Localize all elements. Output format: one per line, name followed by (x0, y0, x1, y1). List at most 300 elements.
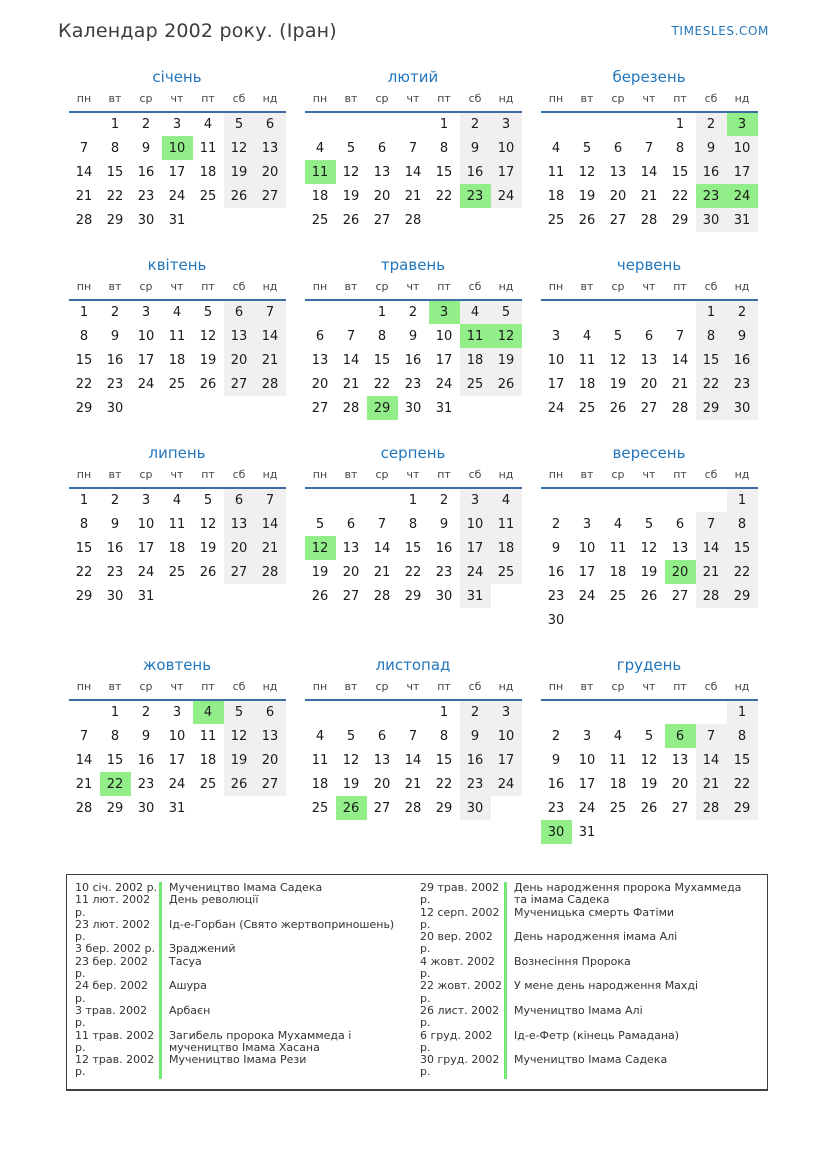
day-cell: 31 (435, 400, 453, 416)
day-cell: 11 (305, 160, 336, 184)
legend-label: День народження імама Алі (514, 930, 678, 944)
day-cell: 1 (79, 305, 89, 320)
weekday-header: пн (69, 465, 100, 488)
day-cell: 21 (255, 536, 286, 560)
legend-label: Мученицька смерть Фатіми (514, 905, 675, 919)
legend-item (420, 907, 759, 932)
day-cell: 16 (547, 776, 565, 792)
day-cell: 6 (644, 328, 654, 344)
day-cell: 5 (582, 140, 592, 156)
day-cell: 4 (491, 488, 522, 512)
day-cell: 10 (460, 512, 491, 536)
day-cell: 22 (404, 564, 422, 580)
weekday-header: пн (305, 465, 336, 488)
legend-label: Мучеництво Імама Рези (169, 1053, 307, 1067)
day-cell: 5 (644, 728, 654, 744)
weekday-header: вт (572, 465, 603, 488)
day-cell: 28 (75, 212, 93, 228)
day-cell: 30 (460, 796, 491, 820)
day-cell: 7 (255, 488, 286, 512)
day-cell: 11 (547, 164, 565, 180)
day-cell: 22 (435, 776, 453, 792)
day-cell (429, 208, 460, 232)
page-header (58, 20, 769, 42)
day-cell: 27 (255, 184, 286, 208)
holiday-legend (66, 874, 768, 1091)
day-cell (572, 300, 603, 324)
holiday-marker-icon (159, 943, 162, 955)
day-cell: 1 (439, 705, 449, 720)
day-cell: 7 (408, 728, 418, 744)
day-cell: 10 (547, 352, 565, 368)
day-cell: 24 (727, 184, 758, 208)
legend-label: Вознесіння Пророка (514, 954, 631, 968)
legend-date: 12 серп. 2002 р. (420, 905, 500, 931)
day-cell: 9 (439, 516, 449, 532)
brand-link[interactable]: TIMESLES.COM (671, 24, 769, 38)
day-cell: 8 (439, 140, 449, 156)
weekday-header: чт (634, 465, 665, 488)
day-cell: 18 (491, 536, 522, 560)
day-cell: 10 (727, 136, 758, 160)
month-name: вересень (612, 444, 686, 462)
legend-date: 12 трав. 2002 р. (75, 1053, 155, 1079)
day-cell: 5 (491, 300, 522, 324)
day-cell: 19 (199, 352, 217, 368)
day-cell: 25 (547, 212, 565, 228)
day-cell: 13 (224, 324, 255, 348)
weekday-header: чт (162, 677, 193, 700)
holiday-marker-icon (159, 1030, 162, 1055)
legend-item (75, 1005, 414, 1030)
page-title: Календар 2002 року. (Іран) (58, 20, 337, 42)
weekday-header: чт (634, 677, 665, 700)
day-cell: 24 (491, 772, 522, 796)
weekday-header: нд (255, 677, 286, 700)
day-cell: 29 (404, 588, 422, 604)
day-cell (572, 112, 603, 136)
weekday-header: пт (665, 465, 696, 488)
day-cell: 27 (224, 372, 255, 396)
day-cell: 11 (460, 324, 491, 348)
weekday-header: ср (603, 465, 634, 488)
day-cell: 16 (404, 352, 422, 368)
day-cell: 16 (727, 348, 758, 372)
day-cell: 9 (460, 136, 491, 160)
day-cell: 21 (255, 348, 286, 372)
day-cell: 16 (137, 164, 155, 180)
day-cell: 17 (168, 752, 186, 768)
day-cell (491, 208, 522, 232)
day-cell: 4 (203, 117, 213, 132)
month-name: лютий (387, 68, 439, 86)
day-cell: 17 (491, 160, 522, 184)
day-cell: 7 (696, 724, 727, 748)
day-cell: 9 (460, 724, 491, 748)
day-cell: 20 (665, 560, 696, 584)
day-cell: 25 (168, 564, 186, 580)
day-cell: 6 (377, 140, 387, 156)
month-name: березень (612, 68, 686, 86)
day-cell: 27 (671, 800, 689, 816)
day-cell: 26 (199, 564, 217, 580)
day-cell: 26 (199, 376, 217, 392)
day-cell: 22 (100, 772, 131, 796)
weekday-header: вт (100, 465, 131, 488)
day-cell: 6 (224, 488, 255, 512)
day-cell: 14 (255, 324, 286, 348)
weekday-header: нд (255, 89, 286, 112)
day-cell (541, 300, 572, 324)
day-cell (193, 208, 224, 232)
day-cell (305, 700, 336, 724)
month-1 (66, 68, 288, 232)
day-cell (696, 488, 727, 512)
month-name: липень (148, 444, 206, 462)
legend-date: 29 трав. 2002 р. (420, 881, 500, 907)
day-cell: 9 (110, 328, 120, 344)
weekday-header: вт (572, 277, 603, 300)
month-4 (66, 256, 288, 420)
day-cell (193, 584, 224, 608)
day-cell (336, 300, 367, 324)
day-cell: 4 (582, 328, 592, 344)
day-cell: 21 (696, 560, 727, 584)
day-cell: 21 (640, 188, 658, 204)
day-cell: 2 (141, 117, 151, 132)
day-cell: 1 (727, 488, 758, 512)
day-cell: 18 (609, 564, 627, 580)
day-cell: 13 (373, 752, 391, 768)
weekday-header: сб (224, 465, 255, 488)
day-cell: 7 (255, 300, 286, 324)
day-cell: 16 (460, 748, 491, 772)
day-cell: 12 (305, 536, 336, 560)
weekday-header: пн (541, 677, 572, 700)
month-name: жовтень (142, 656, 212, 674)
day-cell: 27 (609, 212, 627, 228)
weekday-header: пт (429, 277, 460, 300)
day-cell: 11 (199, 728, 217, 744)
day-cell: 21 (75, 776, 93, 792)
day-cell: 3 (491, 112, 522, 136)
day-cell (727, 820, 758, 844)
day-cell (336, 488, 367, 512)
legend-label: Мучеництво Імама Алі (514, 1003, 643, 1017)
weekday-header: вт (100, 277, 131, 300)
weekday-header: вт (572, 89, 603, 112)
day-cell (162, 396, 193, 420)
day-cell: 28 (404, 212, 422, 228)
day-cell: 2 (551, 516, 561, 532)
month-name: листопад (375, 656, 451, 674)
weekday-header: сб (696, 677, 727, 700)
day-cell: 10 (137, 516, 155, 532)
weekday-header: нд (727, 677, 758, 700)
day-cell: 21 (342, 376, 360, 392)
day-cell: 20 (224, 348, 255, 372)
day-cell (224, 396, 255, 420)
day-cell: 24 (137, 564, 155, 580)
day-cell: 11 (168, 516, 186, 532)
legend-item (420, 1054, 759, 1079)
holiday-marker-icon (504, 980, 507, 1005)
day-cell: 18 (311, 188, 329, 204)
legend-item (420, 980, 759, 1005)
legend-label: Ід-е-Фетр (кінець Рамадана) (514, 1028, 680, 1042)
day-cell: 23 (547, 588, 565, 604)
day-cell: 6 (224, 300, 255, 324)
day-cell: 13 (255, 136, 286, 160)
weekday-header: сб (224, 89, 255, 112)
day-cell: 22 (727, 560, 758, 584)
day-cell: 3 (141, 305, 151, 320)
day-cell (69, 112, 100, 136)
weekday-header: сб (224, 277, 255, 300)
day-cell (634, 112, 665, 136)
holiday-marker-icon (504, 907, 507, 932)
day-cell: 3 (172, 705, 182, 720)
day-cell (255, 208, 286, 232)
weekday-header: нд (491, 465, 522, 488)
day-cell: 22 (373, 376, 391, 392)
day-cell: 2 (408, 305, 418, 320)
day-cell (665, 608, 696, 632)
day-cell (398, 112, 429, 136)
day-cell: 22 (696, 372, 727, 396)
day-cell: 30 (137, 212, 155, 228)
day-cell: 2 (141, 705, 151, 720)
day-cell: 24 (137, 376, 155, 392)
day-cell: 17 (578, 776, 596, 792)
weekday-header: пн (541, 89, 572, 112)
weekday-header: сб (696, 277, 727, 300)
day-cell: 21 (696, 772, 727, 796)
day-cell: 18 (168, 540, 186, 556)
day-cell (541, 700, 572, 724)
day-cell: 7 (408, 140, 418, 156)
weekday-header: сб (224, 677, 255, 700)
weekday-header: вт (572, 677, 603, 700)
day-cell: 28 (373, 588, 391, 604)
day-cell: 19 (578, 188, 596, 204)
weekday-header: пт (665, 277, 696, 300)
legend-date: 3 трав. 2002 р. (75, 1003, 148, 1030)
weekday-header: чт (398, 465, 429, 488)
weekday-header: пн (69, 89, 100, 112)
day-cell: 29 (75, 400, 93, 416)
day-cell: 2 (110, 493, 120, 508)
weekday-header: ср (367, 677, 398, 700)
day-cell: 9 (141, 728, 151, 744)
day-cell: 15 (671, 164, 689, 180)
day-cell: 7 (644, 140, 654, 156)
day-cell: 3 (582, 728, 592, 744)
day-cell: 17 (137, 540, 155, 556)
day-cell (603, 700, 634, 724)
day-cell: 13 (671, 752, 689, 768)
day-cell: 16 (137, 752, 155, 768)
day-cell (491, 796, 522, 820)
weekday-header: ср (131, 277, 162, 300)
legend-label: Ашура (169, 979, 207, 993)
weekday-header: ср (367, 465, 398, 488)
weekday-header: нд (255, 465, 286, 488)
day-cell: 17 (168, 164, 186, 180)
day-cell: 30 (727, 396, 758, 420)
day-cell: 24 (435, 376, 453, 392)
day-cell: 18 (609, 776, 627, 792)
day-cell: 6 (255, 112, 286, 136)
day-cell: 18 (168, 352, 186, 368)
day-cell: 18 (311, 776, 329, 792)
day-cell (603, 488, 634, 512)
legend-item (75, 980, 414, 1005)
day-cell: 13 (373, 164, 391, 180)
day-cell (541, 112, 572, 136)
day-cell: 15 (727, 536, 758, 560)
day-cell: 20 (640, 376, 658, 392)
legend-label: Мучеництво Імама Садека (169, 881, 323, 894)
day-cell: 6 (665, 724, 696, 748)
weekday-header: пн (69, 277, 100, 300)
day-cell (305, 488, 336, 512)
day-cell: 12 (342, 164, 360, 180)
day-cell: 2 (439, 493, 449, 508)
weekday-header: нд (727, 277, 758, 300)
month-8 (302, 444, 524, 632)
day-cell: 8 (727, 724, 758, 748)
day-cell: 17 (547, 376, 565, 392)
day-cell: 11 (609, 752, 627, 768)
weekday-header: пт (429, 89, 460, 112)
legend-label: День революції (169, 893, 259, 907)
weekday-header: пт (665, 677, 696, 700)
legend-date: 26 лист. 2002 р. (420, 1003, 500, 1030)
weekday-header: чт (398, 277, 429, 300)
holiday-marker-icon (504, 1030, 507, 1055)
day-cell: 21 (404, 188, 422, 204)
weekday-header: ср (131, 89, 162, 112)
day-cell: 5 (346, 728, 356, 744)
day-cell: 27 (373, 800, 391, 816)
legend-item (420, 1005, 759, 1030)
day-cell: 21 (404, 776, 422, 792)
day-cell: 15 (373, 352, 391, 368)
month-10 (66, 656, 288, 844)
day-cell: 29 (106, 212, 124, 228)
month-6 (538, 256, 760, 420)
day-cell: 29 (367, 396, 398, 420)
day-cell: 3 (551, 328, 561, 344)
holiday-marker-icon (504, 1005, 507, 1030)
day-cell: 28 (696, 796, 727, 820)
day-cell: 25 (460, 372, 491, 396)
month-9 (538, 444, 760, 632)
day-cell: 8 (79, 516, 89, 532)
day-cell (193, 796, 224, 820)
day-cell: 20 (373, 188, 391, 204)
day-cell (336, 700, 367, 724)
weekday-header: сб (460, 277, 491, 300)
calendar-grid (66, 68, 769, 844)
weekday-header: пн (305, 89, 336, 112)
day-cell: 12 (640, 540, 658, 556)
day-cell: 13 (311, 352, 329, 368)
day-cell: 17 (491, 748, 522, 772)
day-cell: 22 (727, 772, 758, 796)
day-cell (224, 796, 255, 820)
weekday-header: вт (336, 677, 367, 700)
day-cell: 9 (408, 328, 418, 344)
day-cell: 21 (671, 376, 689, 392)
weekday-header: ср (131, 465, 162, 488)
day-cell: 24 (547, 400, 565, 416)
day-cell: 22 (106, 188, 124, 204)
day-cell: 9 (110, 516, 120, 532)
day-cell: 31 (727, 208, 758, 232)
day-cell: 17 (460, 536, 491, 560)
legend-item (420, 956, 759, 981)
day-cell: 11 (199, 140, 217, 156)
day-cell: 20 (671, 776, 689, 792)
weekday-header: нд (491, 677, 522, 700)
holiday-marker-icon (159, 1054, 162, 1079)
day-cell (603, 608, 634, 632)
day-cell: 7 (79, 140, 89, 156)
weekday-header: ср (367, 277, 398, 300)
day-cell (460, 396, 491, 420)
weekday-header: сб (460, 465, 491, 488)
day-cell: 8 (439, 728, 449, 744)
day-cell: 8 (110, 728, 120, 744)
weekday-header: вт (336, 465, 367, 488)
weekday-header: сб (460, 89, 491, 112)
weekday-header: пт (193, 277, 224, 300)
month-2 (302, 68, 524, 232)
day-cell (336, 112, 367, 136)
day-cell: 18 (578, 376, 596, 392)
day-cell: 16 (435, 540, 453, 556)
day-cell (69, 700, 100, 724)
day-cell: 8 (408, 516, 418, 532)
day-cell: 27 (342, 588, 360, 604)
day-cell: 17 (727, 160, 758, 184)
day-cell: 16 (696, 160, 727, 184)
weekday-header: пн (69, 677, 100, 700)
legend-label: Зраджений (169, 942, 236, 956)
day-cell: 26 (491, 372, 522, 396)
day-cell: 7 (675, 328, 685, 344)
weekday-header: пн (305, 277, 336, 300)
day-cell: 16 (106, 352, 124, 368)
day-cell: 29 (671, 212, 689, 228)
day-cell: 4 (315, 140, 325, 156)
day-cell: 12 (609, 352, 627, 368)
holiday-marker-icon (159, 919, 162, 944)
day-cell: 6 (675, 516, 685, 532)
day-cell: 25 (199, 188, 217, 204)
day-cell: 5 (224, 700, 255, 724)
day-cell: 31 (578, 824, 596, 840)
day-cell: 5 (346, 140, 356, 156)
weekday-header: пт (429, 677, 460, 700)
day-cell: 28 (75, 800, 93, 816)
day-cell: 19 (342, 188, 360, 204)
day-cell (634, 488, 665, 512)
month-5 (302, 256, 524, 420)
day-cell: 15 (435, 752, 453, 768)
